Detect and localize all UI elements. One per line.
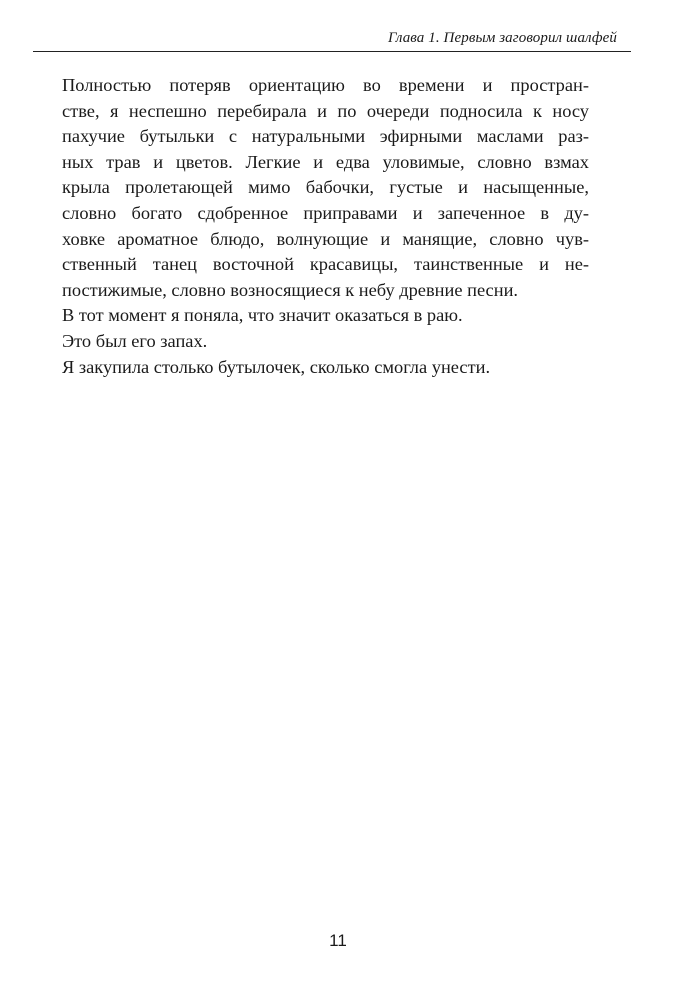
text-line: ховке ароматное блюдо, волнующие и манящие, словно чув- bbox=[62, 228, 589, 249]
paragraph: В тот момент я поняла, что значит оказаться в раю. bbox=[62, 305, 463, 326]
text-line: словно богато сдобренное приправами и запеченное в ду- bbox=[62, 202, 589, 223]
text-line: Полностью потеряв ориентацию во времени и простран- bbox=[62, 75, 589, 95]
paragraph bbox=[62, 73, 589, 303]
text-line: пахучие бутыльки с натуральными эфирными маслами раз- bbox=[62, 126, 589, 147]
page-body bbox=[62, 73, 589, 380]
text-line: ных трав и цветов. Легкие и едва уловимые, словно взмах bbox=[62, 151, 589, 172]
text-line: постижимые, словно возносящиеся к небу древние песни. bbox=[62, 279, 519, 300]
text-line: ственный танец восточной красавицы, таинственные и не- bbox=[62, 254, 589, 275]
running-header bbox=[33, 29, 631, 52]
text-line: стве, я неспешно перебирала и по очереди подносила к носу bbox=[62, 100, 589, 121]
text-line: крыла пролетающей мимо бабочки, густые и насыщенные, bbox=[62, 177, 589, 198]
paragraph: Я закупила столько бутылочек, сколько смогла унести. bbox=[62, 356, 491, 377]
paragraph: Это был его запах. bbox=[62, 330, 208, 351]
page-number: 11 bbox=[329, 931, 347, 950]
chapter-title: Глава 1. Первым заговорил шалфей bbox=[388, 30, 617, 46]
